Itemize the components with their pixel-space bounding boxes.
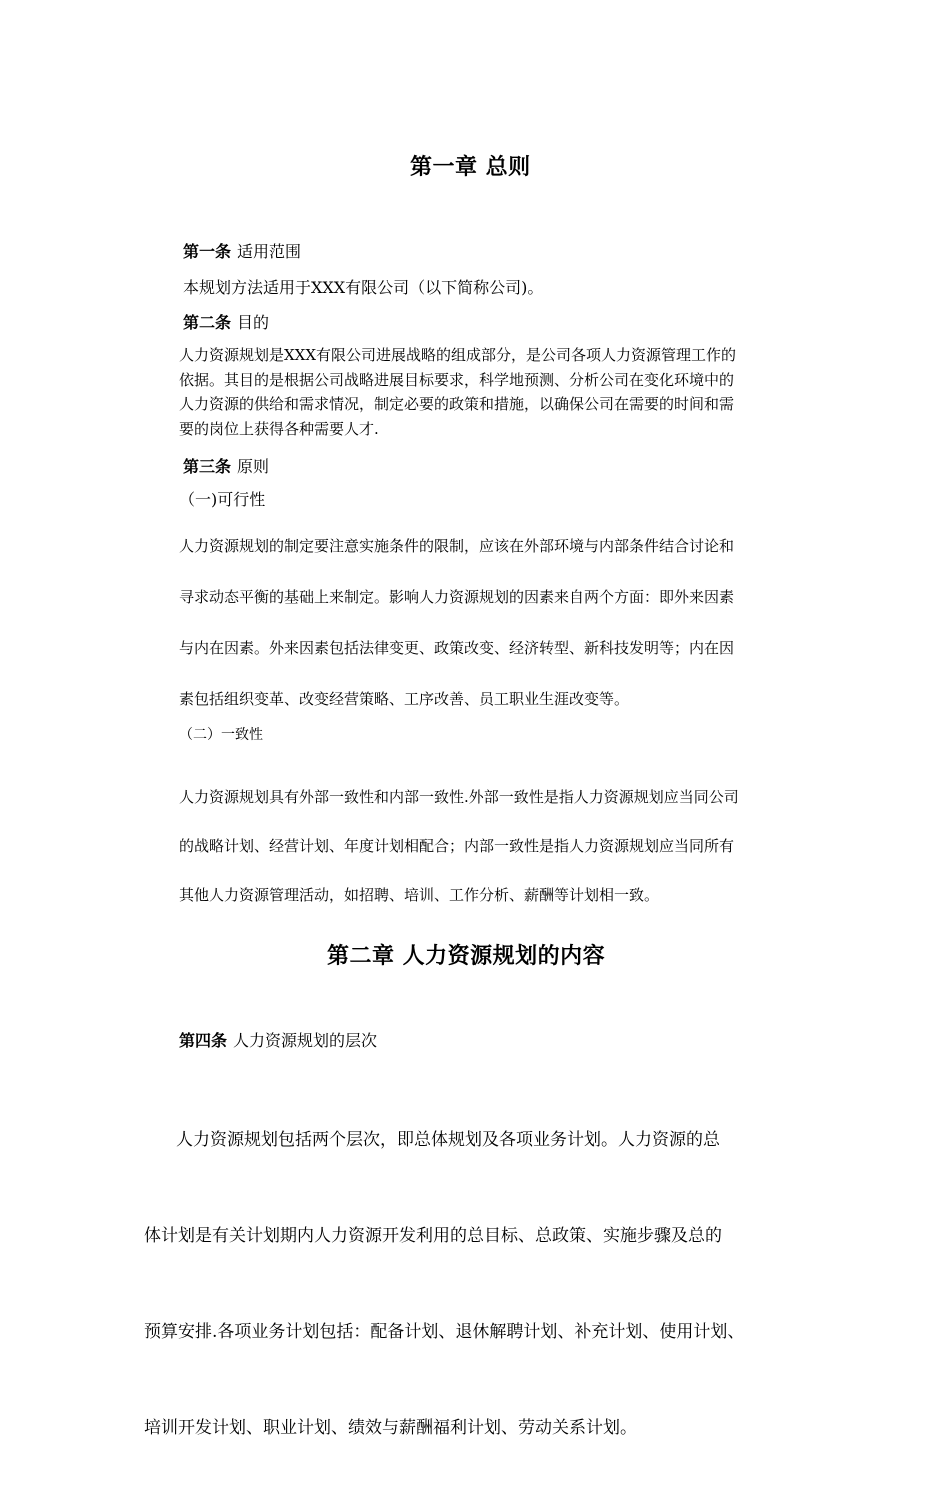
principle-2-line: 的战略计划、经营计划、年度计划相配合；内部一致性是指人力资源规划应当同所有 (179, 837, 735, 855)
article-2-body (179, 343, 736, 441)
principle-2-title: （二）一致性 (179, 727, 263, 743)
article-4-line: 体计划是有关计划期内人力资源开发利用的总目标、总政策、实施步骤及总的 (144, 1226, 722, 1246)
principle-1-line: 素包括组织变革、改变经营策略、工序改善、员工职业生涯改变等。 (179, 690, 630, 708)
chapter-2-title: 第二章 人力资源规划的内容 (327, 943, 606, 969)
article-1-heading (183, 239, 301, 262)
article-4-line: 人力资源规划包括两个层次，即总体规划及各项业务计划。人力资源的总 (176, 1130, 720, 1150)
article-4-heading (179, 1028, 377, 1051)
article-2-name: 目的 (237, 313, 270, 332)
article-2-heading (183, 310, 269, 333)
article-4-line: 培训开发计划、职业计划、绩效与薪酬福利计划、劳动关系计划。 (144, 1418, 637, 1438)
article-4-line: 预算安排.各项业务计划包括：配备计划、退休解聘计划、补充计划、使用计划、 (144, 1322, 745, 1342)
article-3-number: 第三条 (183, 457, 232, 476)
article-1-number: 第一条 (183, 242, 232, 261)
principle-1-line: 寻求动态平衡的基础上来制定。影响人力资源规划的因素来自两个方面：即外来因素 (179, 588, 735, 606)
article-2-number: 第二条 (183, 313, 232, 332)
article-2-line: 要的岗位上获得各种需要人才. (179, 419, 379, 438)
article-1-text: 本规划方法适用于XXX有限公司（以下简称公司)。 (183, 278, 544, 297)
principle-1-title: （一)可行性 (179, 490, 266, 509)
principle-2-line: 人力资源规划具有外部一致性和内部一致性.外部一致性是指人力资源规划应当同公司 (179, 788, 739, 806)
article-2-line: 人力资源的供给和需求情况，制定必要的政策和措施，以确保公司在需要的时间和需 (179, 395, 735, 413)
chapter-1-title: 第一章 总则 (410, 154, 531, 180)
principle-1-body (179, 521, 734, 725)
article-3-heading (183, 454, 269, 477)
article-2-line: 依据。其目的是根据公司战略进展目标要求，科学地预测、分析公司在变化环境中的 (179, 370, 735, 389)
principle-1-line: 与内在因素。外来因素包括法律变更、政策改变、经济转型、新科技发明等；内在因 (179, 639, 735, 657)
article-4-body (144, 1060, 744, 1508)
article-1-name: 适用范围 (237, 242, 302, 261)
principle-1-line: 人力资源规划的制定要注意实施条件的限制，应该在外部环境与内部条件结合讨论和 (179, 537, 735, 555)
principle-2-body (179, 773, 739, 920)
article-3-name: 原则 (237, 457, 270, 476)
principle-2-line: 其他人力资源管理活动，如招聘、培训、工作分析、薪酬等计划相一致。 (179, 886, 660, 904)
article-2-line: 人力资源规划是XXX有限公司进展战略的组成部分，是公司各项人力资源管理工作的 (179, 346, 737, 364)
article-4-name: 人力资源规划的层次 (233, 1031, 378, 1050)
article-4-number: 第四条 (179, 1031, 228, 1050)
